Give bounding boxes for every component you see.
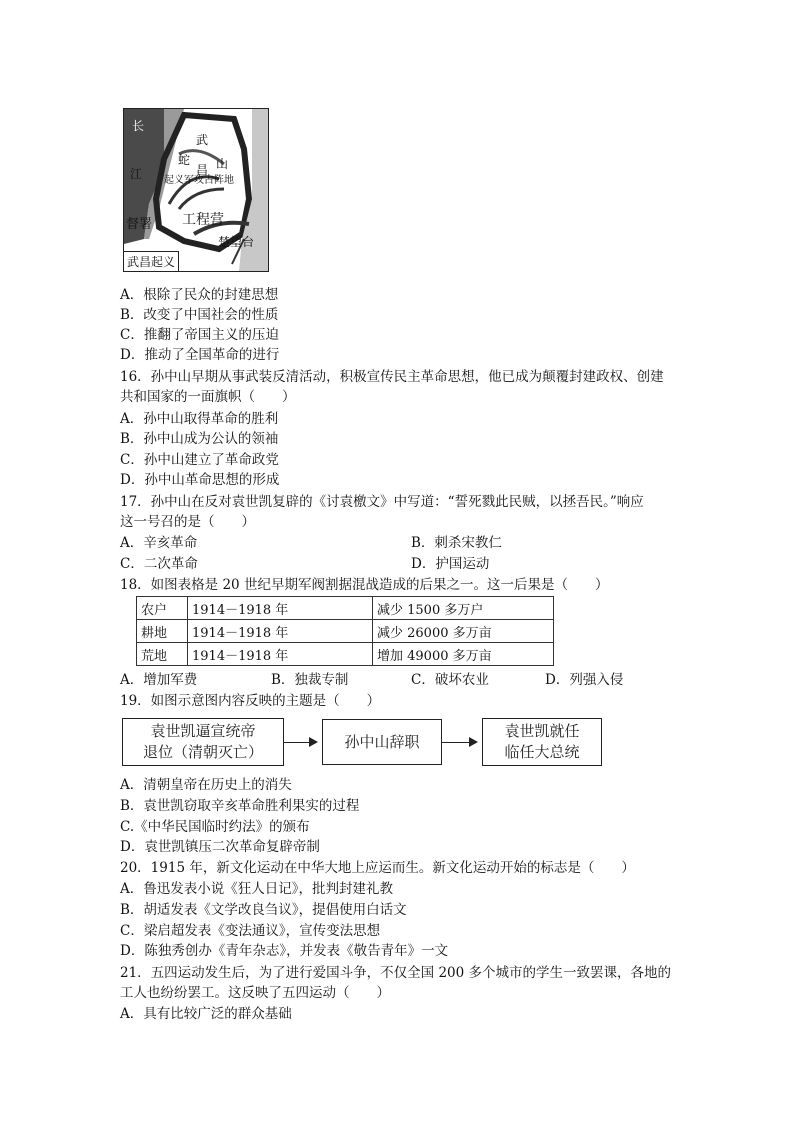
q15-option-c: C．推翻了帝国主义的压迫 bbox=[120, 327, 279, 343]
table-cell: 1914－1918 年 bbox=[188, 643, 373, 666]
q19-stem: 19．如图示意图内容反映的主题是（ ） bbox=[120, 693, 381, 709]
map-label-she: 蛇 bbox=[178, 153, 191, 167]
q16-stem-line1: 16．孙中山早期从事武装反清活动，积极宣传民主革命思想，他已成为颠覆封建政权、创建 bbox=[120, 369, 664, 385]
map-label-chuwangtai: 楚望台 bbox=[218, 235, 255, 249]
q21-stem-line1: 21．五四运动发生后，为了进行爱国斗争，不仅全国 200 多个城市的学生一致罢课，各地的 bbox=[120, 965, 672, 981]
table-cell: 减少 26000 多万亩 bbox=[373, 620, 554, 643]
q17-option-d: D．护国运动 bbox=[411, 556, 490, 572]
q17-stem-line1: 17．孙中山在反对袁世凯复辟的《讨袁檄文》中写道：“誓死戮此民贼，以拯吾民。”响应 bbox=[120, 494, 644, 510]
table-cell: 荒地 bbox=[137, 643, 188, 666]
q19-option-b: B．袁世凯窃取辛亥革命胜利果实的过程 bbox=[120, 798, 360, 814]
map-label-chang2: 昌 bbox=[196, 163, 209, 177]
q17-option-b: B．刺杀宋教仁 bbox=[411, 535, 502, 551]
q19-option-d: D．袁世凯镇压二次革命复辟帝制 bbox=[120, 839, 320, 855]
flow-box-3-line2: 临任大总统 bbox=[504, 743, 580, 761]
q17-stem-line2: 这一号召的是（ ） bbox=[120, 514, 255, 530]
q16-option-c: C．孙中山建立了革命政党 bbox=[120, 452, 279, 468]
flow-box-1-line2: 退位（清朝灭亡） bbox=[142, 743, 263, 761]
map-label-wu: 武 bbox=[196, 133, 209, 147]
q18-option-a: A．增加军费 bbox=[120, 672, 198, 688]
map-caption: 武昌起义 bbox=[124, 251, 179, 271]
table-cell: 1914－1918 年 bbox=[188, 597, 373, 620]
q20-option-d: D．陈独秀创办《青年杂志》，并发表《敬告青年》一文 bbox=[120, 943, 449, 959]
q16-option-a: A．孙中山取得革命的胜利 bbox=[120, 411, 279, 427]
map-label-rebel-position: 起义军攻占阵地 bbox=[164, 175, 234, 186]
flow-box-1 bbox=[122, 718, 284, 766]
map-label-shan: 山 bbox=[216, 157, 229, 171]
q18-option-d: D．列强入侵 bbox=[545, 672, 624, 688]
map-label-chang: 长 bbox=[132, 119, 145, 133]
q16-option-b: B．孙中山成为公认的领袖 bbox=[120, 431, 279, 447]
q16-stem-line2: 共和国家的一面旗帜（ ） bbox=[120, 389, 296, 405]
flow-box-2-line1: 孙中山辞职 bbox=[344, 732, 420, 751]
table-cell: 减少 1500 多万户 bbox=[373, 597, 554, 620]
table-cell: 耕地 bbox=[137, 620, 188, 643]
q17-option-c: C．二次革命 bbox=[120, 556, 198, 572]
q18-option-b: B．独裁专制 bbox=[271, 672, 349, 688]
q19-option-c: C.《中华民国临时约法》的颁布 bbox=[120, 819, 310, 835]
map-label-dushu: 督署 bbox=[126, 217, 153, 232]
table-row bbox=[137, 597, 554, 620]
q20-option-b: B．胡适发表《文学改良刍议》，提倡使用白话文 bbox=[120, 902, 407, 918]
flow-arrow-1 bbox=[284, 742, 316, 743]
q20-stem: 20．1915 年，新文化运动在中华大地上应运而生。新文化运动开始的标志是（ ） bbox=[120, 860, 635, 876]
table-cell: 增加 49000 多万亩 bbox=[373, 643, 554, 666]
q18-stem: 18．如图表格是 20 世纪早期军阀割据混战造成的后果之一。这一后果是（ ） bbox=[120, 577, 609, 593]
q15-option-d: D．推动了全国革命的进行 bbox=[120, 347, 280, 363]
flow-box-1-line1: 袁世凯逼宣统帝 bbox=[150, 722, 256, 740]
q16-option-d: D．孙中山革命思想的形成 bbox=[120, 472, 280, 488]
table-row bbox=[137, 620, 554, 643]
q19-option-a: A．清朝皇帝在历史上的消失 bbox=[120, 777, 292, 793]
q17-option-a: A．辛亥革命 bbox=[120, 535, 198, 551]
flow-arrow-2 bbox=[442, 742, 476, 743]
table-cell: 农户 bbox=[137, 597, 188, 620]
q20-option-a: A．鲁迅发表小说《狂人日记》，批判封建礼教 bbox=[120, 881, 393, 897]
map-label-jiang: 江 bbox=[130, 167, 143, 181]
table-row bbox=[137, 643, 554, 666]
q21-stem-line2: 工人也纷纷罢工。这反映了五四运动（ ） bbox=[120, 985, 390, 1001]
flow-box-3 bbox=[482, 718, 602, 766]
wuchang-uprising-map bbox=[123, 108, 269, 272]
q20-option-c: C．梁启超发表《变法通议》，宣传变法思想 bbox=[120, 923, 381, 939]
map-label-gongchengying: 工程营 bbox=[182, 212, 224, 228]
q15-option-b: B．改变了中国社会的性质 bbox=[120, 307, 279, 323]
q21-option-a: A．具有比较广泛的群众基础 bbox=[120, 1006, 292, 1022]
flow-box-2 bbox=[322, 719, 442, 765]
flow-box-3-line1: 袁世凯就任 bbox=[504, 722, 580, 740]
q18-option-c: C．破坏农业 bbox=[411, 672, 489, 688]
table-cell: 1914－1918 年 bbox=[188, 620, 373, 643]
q18-table bbox=[136, 596, 554, 666]
q15-option-a: A．根除了民众的封建思想 bbox=[120, 287, 279, 303]
